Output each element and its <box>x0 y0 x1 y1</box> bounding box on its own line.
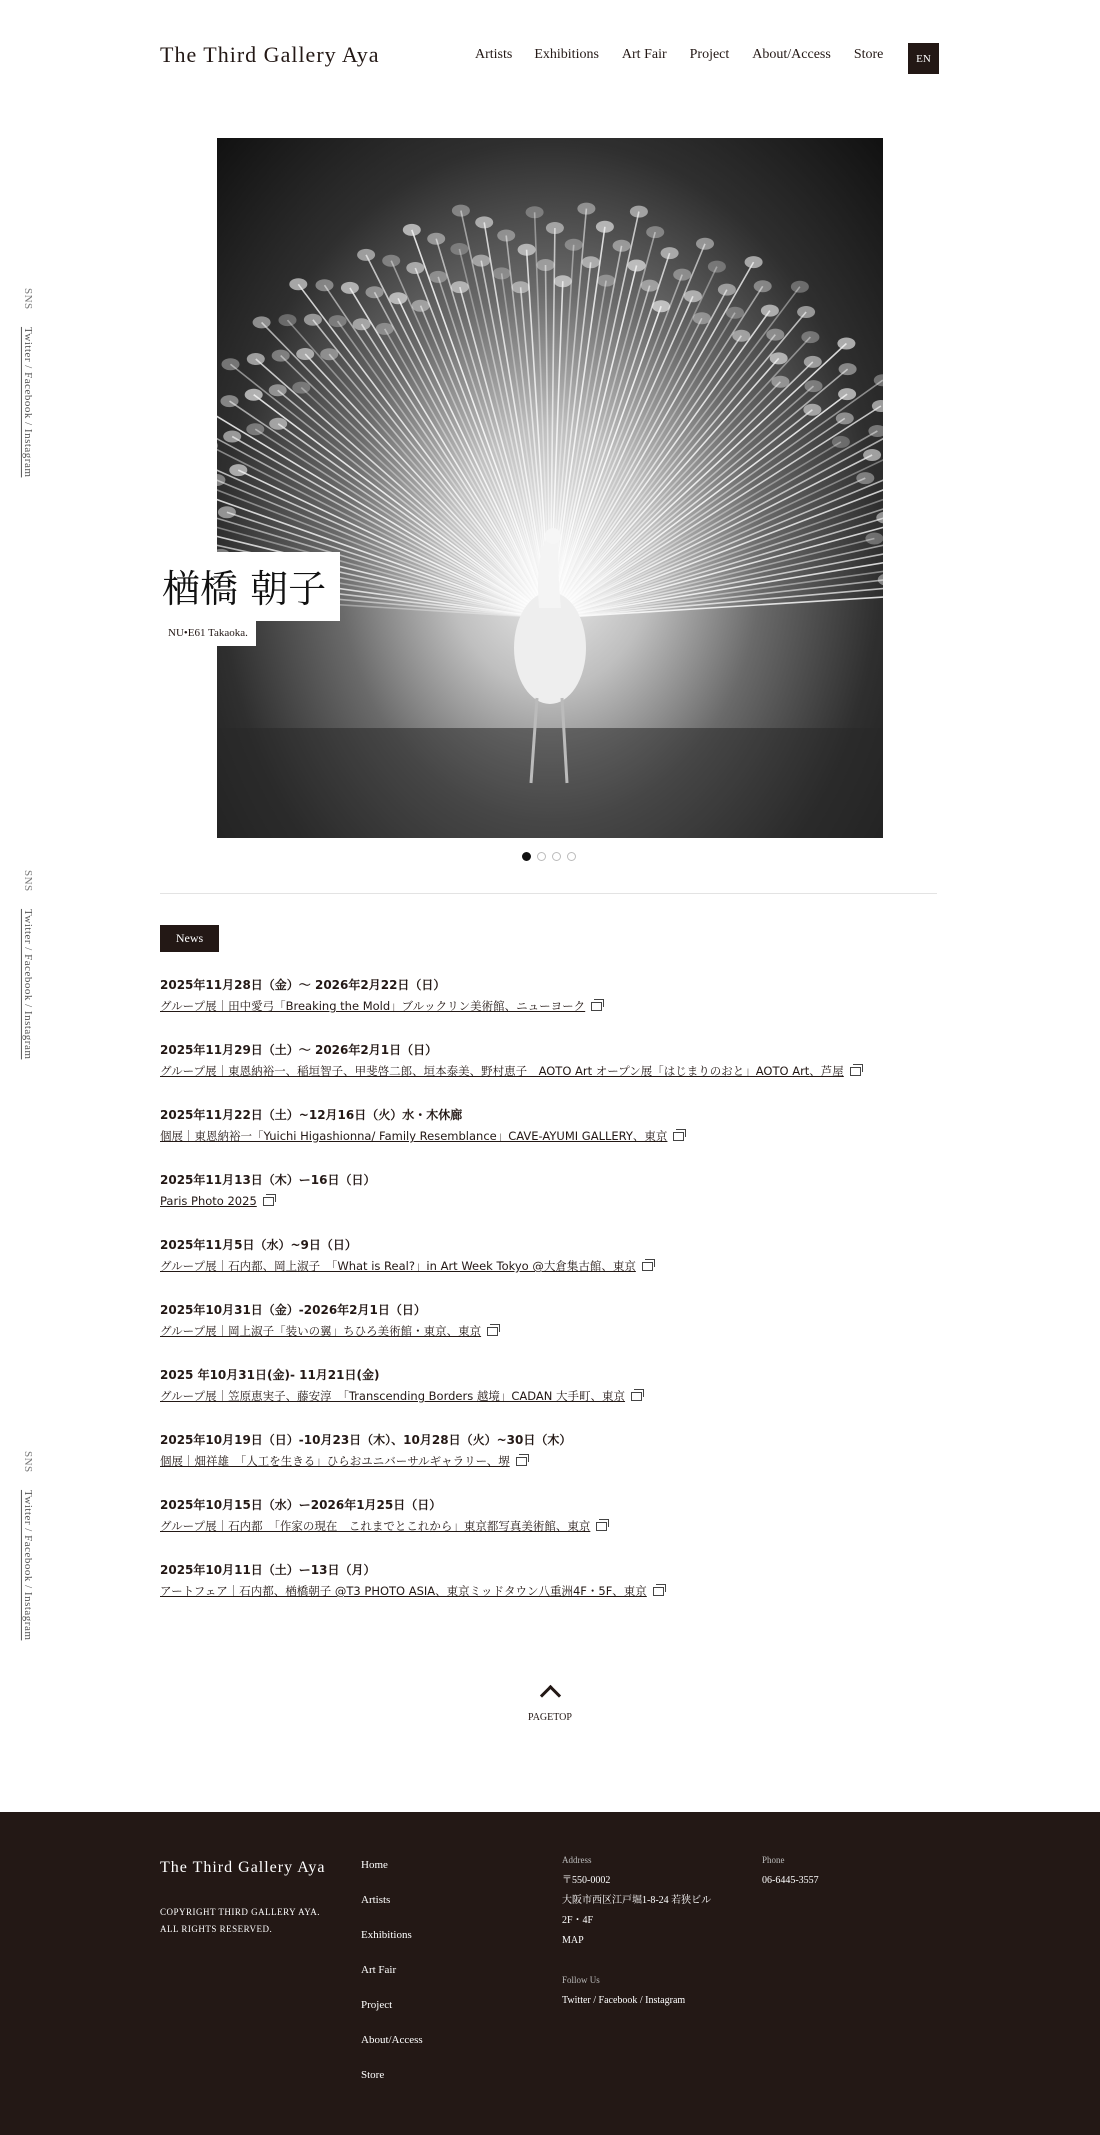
sns-sidebar <box>22 1451 34 1640</box>
news-date: 2025年10月11日（土）ー13日（月） <box>160 1563 376 1577</box>
pagetop-label: PAGETOP <box>528 1712 572 1723</box>
footer-nav-artists[interactable]: Artists <box>361 1894 391 1906</box>
hero-artist-name: 楢橋 朝子 <box>160 552 340 621</box>
nav-item-exhibitions[interactable]: Exhibitions <box>534 47 599 62</box>
external-link-icon <box>673 1132 684 1141</box>
footer-nav <box>361 1859 423 2104</box>
news-link[interactable] <box>160 1517 940 1535</box>
follow-links[interactable]: Twitter / Facebook / Instagram <box>562 1995 686 2006</box>
footer-nav-art-fair[interactable]: Art Fair <box>361 1964 397 1976</box>
sns-links[interactable]: Twitter / Facebook / Instagram <box>22 1489 34 1641</box>
hero-slide-image[interactable] <box>217 138 883 838</box>
news-title[interactable]: グループ展｜田中愛弓「Breaking the Mold」ブルックリン美術館、ニューヨーク <box>160 999 586 1013</box>
footer-copyright <box>160 1904 320 1938</box>
news-link[interactable] <box>160 1387 940 1405</box>
slider-dot[interactable] <box>522 852 531 861</box>
external-link-icon <box>631 1392 642 1401</box>
site-footer <box>0 1812 1100 2135</box>
news-link[interactable] <box>160 1062 940 1080</box>
external-link-icon <box>596 1522 607 1531</box>
news-link[interactable] <box>160 1257 940 1275</box>
nav-item-artists[interactable]: Artists <box>475 47 513 62</box>
footer-nav-store[interactable]: Store <box>361 2069 385 2081</box>
news-item <box>160 1107 940 1172</box>
external-link-icon <box>487 1327 498 1336</box>
peacock-image <box>217 138 883 838</box>
nav-item-about-access[interactable]: About/Access <box>752 47 831 62</box>
news-title[interactable]: 個展｜畑祥雄 「人工を生きる」ひらおユニバーサルギャラリー、堺 <box>160 1454 510 1468</box>
slider-pagination <box>522 852 582 861</box>
phone-number[interactable]: 06-6445-3557 <box>762 1875 819 1886</box>
sns-sidebar <box>22 288 34 477</box>
sns-sidebar <box>22 870 34 1059</box>
news-title[interactable]: アートフェア｜石内都、楢橋朝子 @T3 PHOTO ASIA、東京ミッドタウン八重洲4F・5F、東京 <box>160 1584 647 1598</box>
news-title[interactable]: グループ展｜石内都 「作家の現在 これまでとこれから」東京都写真美術館、東京 <box>160 1519 591 1533</box>
news-date: 2025年10月15日（水）ー2026年1月25日（日） <box>160 1498 442 1512</box>
news-date: 2025年11月13日（木）ー16日（日） <box>160 1173 376 1187</box>
map-link[interactable]: MAP <box>562 1935 584 1946</box>
section-divider <box>160 893 937 894</box>
footer-nav-about-access[interactable]: About/Access <box>361 2034 423 2046</box>
sns-title: SNS <box>22 870 34 892</box>
postal-code: 〒550-0002 <box>562 1875 611 1886</box>
news-link[interactable] <box>160 1192 940 1210</box>
address-floor: 2F・4F <box>562 1915 594 1926</box>
news-date: 2025年10月31日（金）-2026年2月1日（日） <box>160 1303 426 1317</box>
sns-title: SNS <box>22 1451 34 1473</box>
hero-work-title: NU•E61 Takaoka. <box>160 621 256 646</box>
phone-label: Phone <box>762 1855 785 1865</box>
news-item <box>160 1302 940 1367</box>
slider-dot[interactable] <box>537 852 546 861</box>
nav-item-project[interactable]: Project <box>689 47 730 62</box>
news-link[interactable] <box>160 1322 940 1340</box>
news-date: 2025 年10月31日(金)- 11月21日(金) <box>160 1368 380 1382</box>
external-link-icon <box>516 1457 527 1466</box>
external-link-icon <box>263 1197 274 1206</box>
news-heading: News <box>160 925 219 952</box>
address-label: Address <box>562 1855 592 1865</box>
nav-item-store[interactable]: Store <box>853 47 884 62</box>
news-title[interactable]: グループ展｜石内都、岡上淑子 「What is Real?」in Art Week Tokyo @大倉集古館、東京 <box>160 1259 636 1273</box>
copyright-line: ALL RIGHTS RESERVED. <box>160 1924 273 1934</box>
site-logo[interactable]: The Third Gallery Aya <box>160 42 380 67</box>
news-item <box>160 1172 940 1237</box>
news-item <box>160 977 940 1042</box>
external-link-icon <box>850 1067 861 1076</box>
news-title[interactable]: グループ展｜岡上淑子「装いの翼」ちひろ美術館・東京、東京 <box>160 1324 482 1338</box>
news-title[interactable]: 個展｜東恩納裕一「Yuichi Higashionna/ Family Resemblance」CAVE-AYUMI GALLERY、東京 <box>160 1129 668 1143</box>
news-item <box>160 1042 940 1107</box>
chevron-up-icon <box>539 1685 560 1706</box>
news-title[interactable]: Paris Photo 2025 <box>160 1194 257 1208</box>
news-link[interactable] <box>160 1127 940 1145</box>
news-title[interactable]: グループ展｜笠原恵実子、藤安淳 「Transcending Borders 越境」CADAN 大手町、東京 <box>160 1389 626 1403</box>
external-link-icon <box>591 1002 602 1011</box>
news-item <box>160 1367 940 1432</box>
news-link[interactable] <box>160 997 940 1015</box>
news-date: 2025年11月5日（水）~9日（日） <box>160 1238 357 1252</box>
news-link[interactable] <box>160 1452 940 1470</box>
external-link-icon <box>642 1262 653 1271</box>
footer-address <box>562 1855 711 2011</box>
slider-dot[interactable] <box>552 852 561 861</box>
pagetop-button[interactable] <box>520 1688 580 1723</box>
sns-title: SNS <box>22 288 34 310</box>
copyright-line: COPYRIGHT THIRD GALLERY AYA. <box>160 1907 321 1917</box>
language-toggle-button[interactable]: EN <box>908 43 939 74</box>
news-title[interactable]: グループ展｜東恩納裕一、稲垣智子、甲斐啓二郎、垣本泰美、野村恵子 AOTO Art オープン展「はじまりのおと」AOTO Art、芦屋 <box>160 1064 844 1078</box>
sns-links[interactable]: Twitter / Facebook / Instagram <box>22 908 34 1060</box>
footer-phone <box>762 1855 819 1891</box>
sns-links[interactable]: Twitter / Facebook / Instagram <box>22 326 34 478</box>
news-list <box>160 977 940 1627</box>
footer-nav-home[interactable]: Home <box>361 1859 388 1871</box>
address-line: 大阪市西区江戸堀1-8-24 若狭ビル <box>562 1895 712 1906</box>
main-nav <box>475 47 883 63</box>
news-date: 2025年11月28日（金）〜 2026年2月22日（日） <box>160 978 446 992</box>
nav-item-art-fair[interactable]: Art Fair <box>621 47 667 62</box>
news-item <box>160 1432 940 1497</box>
slider-dot[interactable] <box>567 852 576 861</box>
news-date: 2025年10月19日（日）-10月23日（木）、10月28日（火）~30日（木） <box>160 1433 572 1447</box>
news-item <box>160 1237 940 1302</box>
news-date: 2025年11月29日（土）〜 2026年2月1日（日） <box>160 1043 438 1057</box>
news-item <box>160 1562 940 1627</box>
external-link-icon <box>653 1587 664 1596</box>
news-date: 2025年11月22日（土）~12月16日（火）水・木休廊 <box>160 1108 463 1122</box>
news-link[interactable] <box>160 1582 940 1600</box>
footer-nav-exhibitions[interactable]: Exhibitions <box>361 1929 412 1941</box>
news-item <box>160 1497 940 1562</box>
footer-logo[interactable]: The Third Gallery Aya <box>160 1859 326 1876</box>
footer-nav-project[interactable]: Project <box>361 1999 393 2011</box>
follow-label: Follow Us <box>562 1975 600 1985</box>
